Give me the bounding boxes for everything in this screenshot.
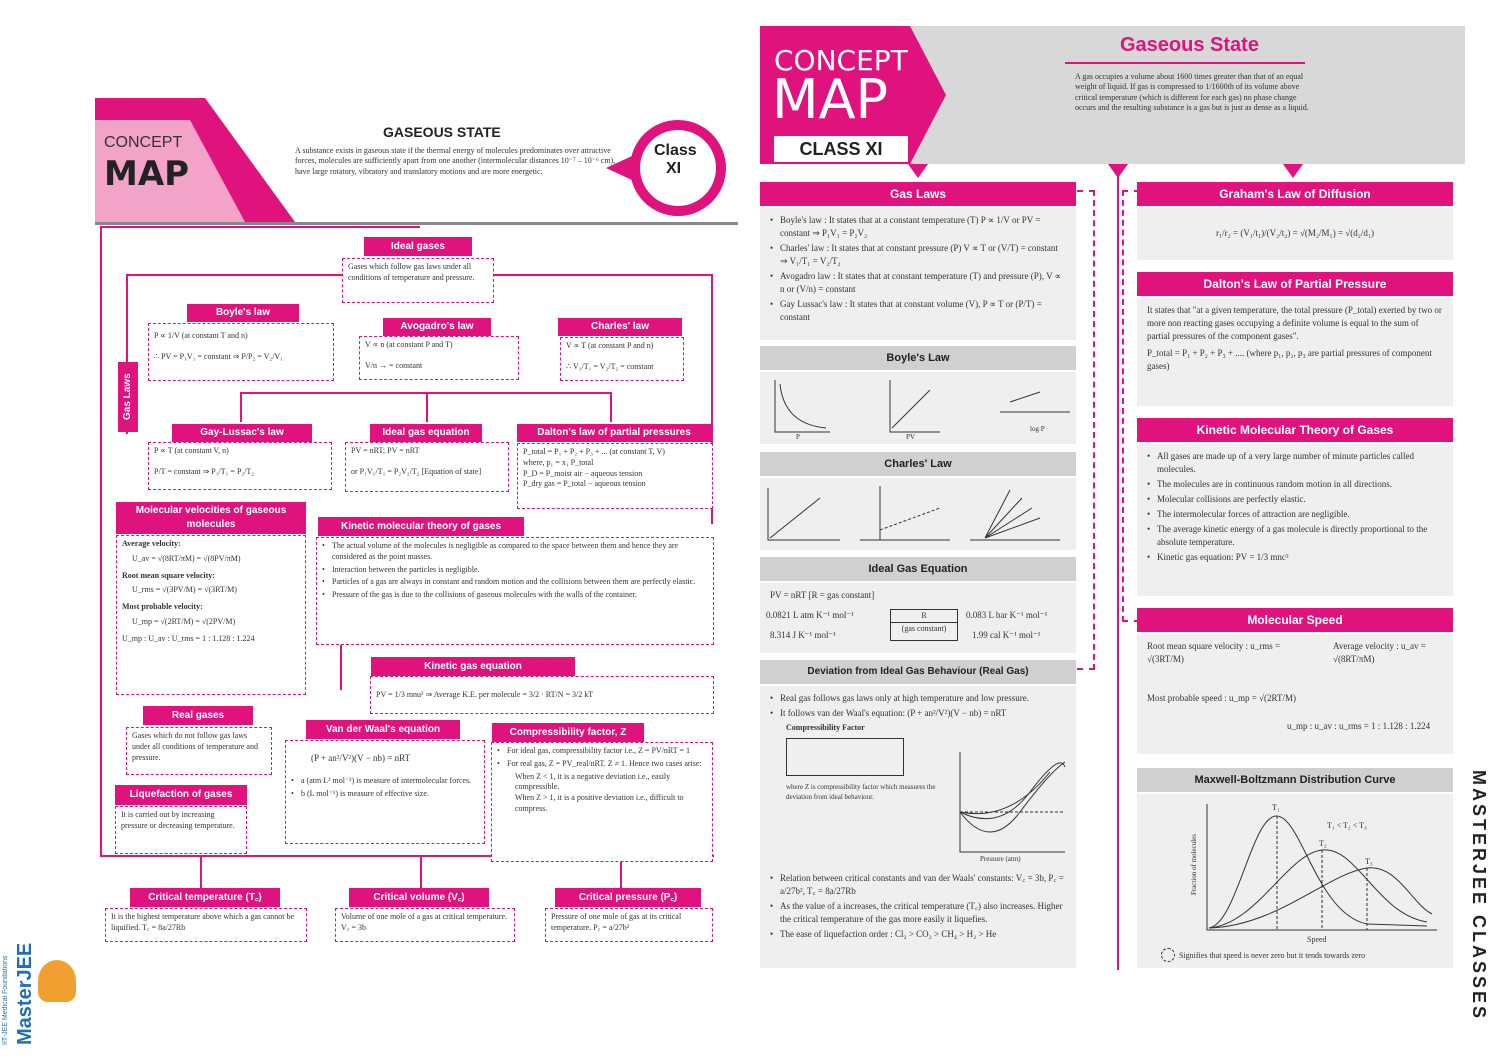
compress-l3: When Z < 1, it is a negative deviation i.e., easily compressible. — [515, 771, 671, 792]
left-banner-concept: CONCEPT — [104, 134, 183, 151]
avogadro-l2: V/n → = constant — [365, 360, 423, 370]
boyles-box — [148, 323, 334, 381]
gay-lussac-title: Gay-Lussac's law — [172, 424, 312, 442]
deviation-i1: • Real gas follows gas laws only at high temperature and low pressure. — [770, 692, 1066, 705]
connector — [100, 226, 420, 228]
right-title: Gaseous State — [1120, 34, 1259, 56]
dalton-l3: P_D = P_moist air − aqueous tension — [523, 468, 643, 478]
left-intro: A substance exists in gaseous state if the thermal energy of molecules predominates over attractive forces, molecules are sufficiently apart from one another (intermolecular distances 10⁻⁷ – 10⁻⁶ cm), have large rotatory, vibratory and translatory motions and are more energetic. — [295, 146, 616, 176]
gas-laws-box — [760, 208, 1076, 340]
graham-title: Graham's Law of Diffusion — [1137, 182, 1453, 206]
compress-l4: When Z > 1, it is a positive deviation i.e., difficult to compress. — [515, 793, 684, 813]
connector — [494, 274, 712, 276]
maxwell-note: Signifies that speed is never zero but it tends towards zero — [1179, 951, 1366, 960]
charles-graph-box — [760, 478, 1076, 550]
mol-vel-box — [116, 535, 306, 695]
connector — [1117, 164, 1119, 970]
left-header-rule — [95, 222, 738, 225]
mol-speed-mp: Most probable speed : u_mp = √(2RT/M) — [1147, 693, 1296, 704]
deviation-i4: • As the value of a increases, the critical temperature (T꜀) also increases. Higher the critical temperature of the gas more easily it liquefies. — [770, 900, 1066, 926]
mol-vel-mp: Most probable velocity: — [122, 602, 203, 612]
liquefaction-title: Liquefaction of gases — [115, 785, 247, 805]
gay-lussac-l1: P ∝ T (at constant V, n) — [154, 446, 229, 455]
boyle-graph-l3: log P — [1030, 425, 1045, 433]
boyle-graph-l1: P — [796, 433, 800, 441]
mol-vel-avg: Average velocity: — [122, 539, 181, 548]
ideal-eq-title: Ideal gas equation — [370, 424, 482, 442]
deviation-i3: • Relation between critical constants and van der Waals' constants: V꜀ = 3b, P꜀ = a/27b², T꜀ = 8a/27Rb — [770, 872, 1066, 898]
gas-laws-title: Gas Laws — [760, 182, 1076, 206]
real-gases-title: Real gases — [143, 706, 253, 725]
graham-box — [1137, 208, 1453, 260]
vdw-title: Van der Waal's equation — [306, 720, 460, 739]
dalton-right-eq: P_total = P₁ + P₂ + P₃ + .... (where p₁, p₂, p₃ are partial pressures of component gases) — [1147, 348, 1432, 372]
mol-vel-rms-f: U_rms = √(3PV/M) = √(3RT/M) — [132, 585, 237, 595]
deviation-i2: • It follows van der Waal's equation: (P + an²/V²)(V − nb) = nRT — [770, 707, 1066, 720]
deviation-cf: Compressibility Factor — [786, 723, 865, 733]
graham-eq: r₁/r₂ = (V₁/t₁)/(V₂/t₂) = √(M₂/M₁) = √(d₂/d₁) — [1216, 228, 1374, 238]
ideal-gas-eq-l5: 1.99 cal K⁻¹ mol⁻¹ — [972, 630, 1041, 640]
dalton-right-box — [1137, 298, 1453, 406]
compress-l1: • For ideal gas, compressibility factor i.e., Z = PV/nRT = 1 — [497, 746, 707, 757]
dalton-right-text: It states that "at a given temperature, the total pressure (P_total) exerted by two or more non reacting gases occupying a definite volume is equal to the sum of partial pressures of the component gases". — [1147, 305, 1442, 342]
ideal-gas-eq-r: R — [891, 610, 957, 623]
charles-title: Charles' law — [558, 318, 682, 336]
boyles-l2: ∴ PV = P₁V₁ = constant ⇒ P/P₂ = V₂/V₁ — [154, 351, 283, 361]
kge-title: Kinetic gas equation — [371, 657, 575, 676]
dashed-connector — [1077, 190, 1095, 670]
ideal-gases-box: Gases which follow gas laws under all conditions of temperature and pressure. — [342, 258, 494, 303]
mol-speed-title: Molecular Speed — [1137, 608, 1453, 632]
mol-vel-ratio: U_mp : U_av : U_rms = 1 : 1.128 : 1.224 — [122, 633, 255, 643]
deviation-title: Deviation from Ideal Gas Behaviour (Real Gas) — [760, 660, 1076, 684]
boyles-l1: P ∝ 1/V (at constant T and n) — [154, 331, 248, 340]
gas-law-item: • Charles' law : It states that at constant pressure (P) V ∝ T or (V/T) = constant ⇒ V₁/T₁ = V₂/T₂ — [770, 242, 1066, 268]
down-arrow-icon — [908, 164, 928, 178]
maxwell-ylabel: Fraction of molecules — [1190, 834, 1198, 896]
compress-title: Compressibility factor, Z — [492, 723, 644, 742]
crit-v-box: Volume of one mole of a gas at critical temperature. V꜀ = 3b — [335, 908, 515, 942]
maxwell-title: Maxwell-Boltzmann Distribution Curve — [1137, 768, 1453, 792]
connector — [426, 392, 428, 422]
ideal-gas-eq-l4: 0.083 L bar K⁻¹ mol⁻¹ — [966, 610, 1048, 620]
deviation-i5: • The ease of liquefaction order : Cl₂ > CO₂ > CH₄ > H₂ > He — [770, 928, 1066, 941]
kmt-item: • Interaction between the particles is negligible. — [322, 565, 708, 576]
maxwell-t-rel: T₁ < T₂ < T₃ — [1327, 821, 1367, 830]
mol-vel-avg-f: U_av = √(8RT/πM) = √(8PV/πM) — [132, 553, 241, 563]
crit-p-title: Critical pressure (P꜀) — [555, 888, 701, 907]
masterjee-tagline: IIT-JEE Medical Foundations — [2, 955, 9, 1045]
charles-box — [560, 337, 684, 381]
kmt-right-item: • The molecules are in continuous random motion in all directions. — [1147, 478, 1443, 491]
ideal-gases-title: Ideal gases — [364, 237, 472, 256]
masterjee-logo: MasterJEE — [14, 942, 36, 1045]
mol-speed-ratio: u_mp : u_av : u_rms = 1 : 1.128 : 1.224 — [1287, 721, 1431, 731]
charles-graph-title: Charles' Law — [760, 452, 1076, 476]
left-page — [0, 0, 740, 1058]
dalton-box — [517, 443, 713, 509]
ideal-eq-l1: PV = nRT; PV = nRT — [351, 446, 420, 455]
connector — [610, 392, 612, 422]
connector — [100, 226, 102, 856]
dalton-right-title: Dalton's Law of Partial Pressure — [1137, 272, 1453, 296]
connector — [240, 392, 242, 422]
kmt-right-item: • All gases are made up of a very large number of minute particles called molecules. — [1147, 450, 1443, 476]
maxwell-t1: T₁ — [1272, 803, 1280, 812]
deviation-cf-xlabel: Pressure (atm) — [980, 855, 1021, 863]
compress-box — [491, 742, 713, 862]
charles-l2: ∴ V₁/T₁ = V₂/T₂ = constant — [566, 361, 654, 371]
deviation-box — [760, 686, 1076, 968]
maxwell-xlabel: Speed — [1307, 935, 1327, 944]
real-gases-box: Gases which do not follow gas laws under all conditions of temperature and pressure. — [126, 727, 272, 775]
kmt-right-item: • The intermolecular forces of attraction are negligible. — [1147, 508, 1443, 521]
ideal-gas-eq-title: Ideal Gas Equation — [760, 557, 1076, 581]
charles-l1: V ∝ T (at constant P and n) — [566, 341, 654, 350]
kmt-item: • Particles of a gas are always in constant and random motion and the collisions between them are perfectly elastic. — [322, 577, 708, 588]
gas-laws-label: Gas Laws — [118, 362, 138, 432]
compressibility-graph — [940, 752, 1070, 862]
dotted-circle-icon — [1161, 948, 1175, 962]
mol-speed-rms: Root mean square velocity : u_rms = √(3RT/M) — [1147, 641, 1281, 665]
dalton-l4: P_dry gas = P_total − aqueous tension — [523, 479, 646, 489]
crit-v-title: Critical volume (V꜀) — [349, 888, 489, 907]
charles-graphs — [760, 478, 1076, 550]
gay-lussac-l2: P/T = constant ⇒ P₁/T₁ = P₂/T₂ — [154, 466, 255, 476]
class-badge-l1: Class — [654, 142, 697, 159]
ideal-gas-eq-rc: (gas constant) — [901, 623, 947, 633]
vdw-eq: (P + an²/V²)(V − nb) = nRT — [311, 753, 411, 763]
connector — [126, 274, 342, 276]
crit-t-box: It is the highest temperature above which a gas cannot be liquified. T꜀ = 8a/27Rb — [105, 908, 307, 942]
class-badge-l2: XI — [666, 160, 682, 177]
kmt-right-item: • The average kinetic energy of a gas molecule is directly proportional to the absolute temperature. — [1147, 523, 1443, 549]
boyle-graphs — [760, 372, 1076, 444]
connector — [200, 855, 202, 890]
right-banner-concept: CONCEPT — [774, 44, 908, 77]
vdw-a: • a (atm L² mol⁻²) is measure of intermolecular forces. — [291, 776, 479, 787]
dalton-l1: P_total = P₁ + P₂ + P₃ + ... (at constant T, V) — [523, 447, 665, 456]
dalton-l2: where, p₁ = x₁ P_total — [523, 457, 594, 467]
ideal-gas-eq-l2: 0.0821 L atm K⁻¹ mol⁻¹ — [766, 610, 854, 620]
avogadro-l1: V ∝ n (at constant P and T) — [365, 340, 453, 349]
ideal-eq-box — [345, 442, 509, 492]
gas-law-item: • Boyle's law : It states that at a constant temperature (T) P ∝ 1/V or PV = constant ⇒ P₁V₁ = P₂V₂ — [770, 214, 1066, 240]
connector — [420, 855, 422, 890]
right-intro: A gas occupies a volume about 1600 times greater than that of an equal weight of liquid. If gas is compressed to 1/1600th of its volume above critical temperature (which is different for each gas) no phase change occurs and the resulting substance is a gas but is just as dense as a liquid. — [1075, 72, 1309, 113]
logo-emblem-icon — [38, 960, 76, 1002]
vdw-b: • b (L mol⁻¹) is measure of effective size. — [291, 789, 479, 800]
maxwell-t3: T₃ — [1365, 857, 1373, 866]
mol-vel-title: Molecular velocities of gaseous molecules — [116, 502, 306, 534]
kmt-item: • The actual volume of the molecules is negligible as compared to the space between them and hence they are considered as the point masses. — [322, 541, 708, 563]
avogadro-box — [359, 336, 519, 380]
boyle-graph-l2: PV — [906, 433, 915, 441]
vdw-box — [285, 740, 485, 844]
side-brand: MASTERJEE CLASSES — [1469, 770, 1489, 1022]
ideal-gas-eq-l1: PV = nRT [R = gas constant] — [770, 590, 875, 600]
kge-box: PV = 1/3 mnu² ⇒ Average K.E. per molecule = 3/2 · RT/N = 3/2 kT — [370, 676, 714, 714]
ideal-gas-eq-box — [760, 583, 1076, 653]
boyle-graph-title: Boyle's Law — [760, 346, 1076, 370]
kmt-item: • Pressure of the gas is due to the collisions of gaseous molecules with the walls of the container. — [322, 590, 708, 601]
right-banner-map: MAP — [772, 68, 889, 131]
ideal-eq-l2: or P₁V₁/T₁ = P₂V₂/T₂ [Equation of state] — [351, 466, 482, 476]
boyles-title: Boyle's law — [187, 304, 299, 322]
cf-legend-box — [786, 738, 904, 776]
mol-speed-avg: Average velocity : u_av = √(8RT/πM) — [1333, 641, 1426, 665]
mol-speed-box — [1137, 634, 1453, 754]
right-page — [740, 0, 1497, 1058]
avogadro-title: Avogadro's law — [383, 318, 491, 336]
gay-lussac-box — [148, 442, 332, 490]
maxwell-curve — [1137, 794, 1453, 968]
mol-vel-rms: Root mean square velocity: — [122, 570, 215, 580]
kmt-title: Kinetic molecular theory of gases — [318, 517, 524, 536]
crit-p-box: Pressure of one mole of gas at its critical temperature. P꜀ = a/27b² — [545, 908, 713, 942]
right-banner-class: CLASS XI — [774, 136, 908, 162]
dalton-title: Dalton's law of partial pressures — [517, 424, 711, 442]
maxwell-box — [1137, 794, 1453, 968]
maxwell-t2: T₂ — [1319, 839, 1327, 848]
left-banner-map: MAP — [104, 154, 190, 194]
ideal-gas-eq-r-box — [890, 609, 958, 641]
liquefaction-box: It is carried out by increasing pressure or decreasing temperature. — [115, 806, 247, 854]
left-title: GASEOUS STATE — [383, 124, 501, 140]
kmt-right-item: • Kinetic gas equation: PV = 1/3 mnc² — [1147, 551, 1443, 564]
right-title-rule — [1065, 62, 1305, 64]
mol-vel-mp-f: U_mp = √(2RT/M) = √(2PV/M) — [132, 616, 236, 626]
boyle-graph-box — [760, 372, 1076, 444]
crit-t-title: Critical temperature (T꜀) — [130, 888, 280, 907]
down-arrow-icon — [1283, 164, 1303, 178]
connector — [340, 645, 342, 690]
ideal-gas-eq-l3: 8.314 J K⁻¹ mol⁻¹ — [770, 630, 836, 640]
kmt-box — [316, 537, 714, 645]
gas-law-item: • Gay Lussac's law : It states that at constant volume (V), P ∝ T or (P/T) = constant — [770, 298, 1066, 324]
deviation-cf-note: where Z is compressibility factor which measures the deviation from ideal behaviour. — [786, 782, 936, 801]
compress-l2: • For real gas, Z = PV_real/nRT. Z ≠ 1. Hence two cases arise: — [497, 759, 707, 770]
gas-law-item: • Avogadro law : It states that at constant temperature (T) and pressure (P), V ∝ n or (V/n) = constant — [770, 270, 1066, 296]
kmt-right-title: Kinetic Molecular Theory of Gases — [1137, 418, 1453, 442]
kmt-right-item: • Molecular collisions are perfectly elastic. — [1147, 493, 1443, 506]
kmt-right-box — [1137, 444, 1453, 596]
